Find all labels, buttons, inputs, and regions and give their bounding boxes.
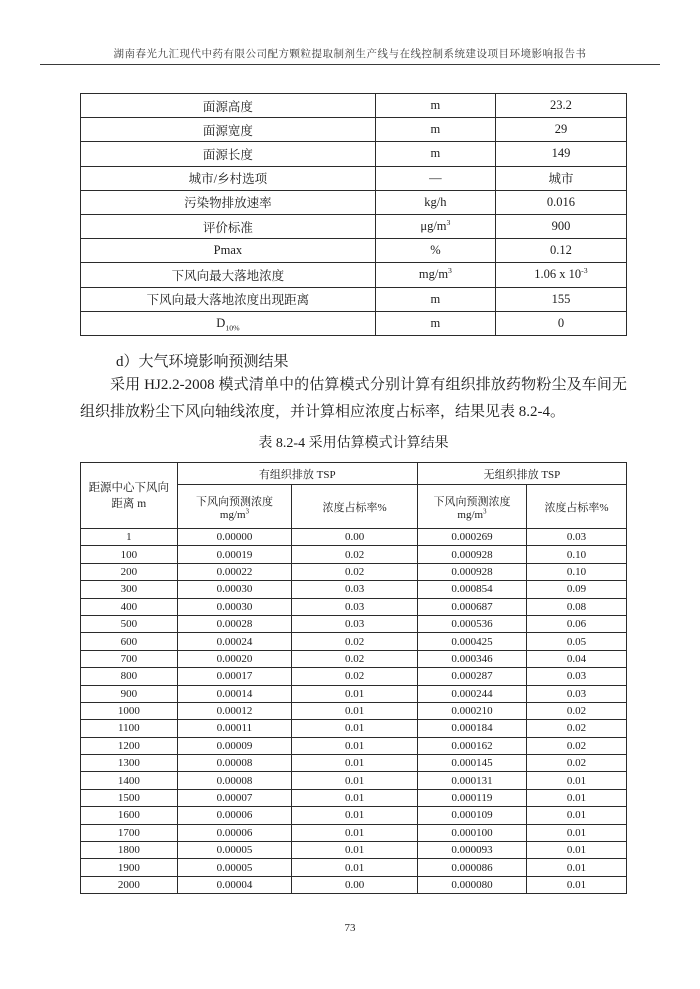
organized-concentration-cell: 0.00014: [177, 685, 292, 702]
conc-header-unit: $mg/m^3$: [219, 507, 249, 521]
result-table-head: [81, 463, 627, 529]
param-value-cell: 900: [495, 214, 626, 238]
organized-ratio-cell: 0.03: [292, 615, 418, 632]
distance-cell: 1400: [81, 772, 178, 789]
param-label-cell: 下风向最大落地浓度: [81, 263, 376, 287]
result-table-row: [81, 650, 627, 667]
result-table-row: [81, 702, 627, 719]
organized-ratio-cell: 0.00: [292, 876, 418, 893]
distance-cell: 1200: [81, 737, 178, 754]
unorganized-concentration-cell: 0.000131: [417, 772, 526, 789]
distance-cell: 1900: [81, 859, 178, 876]
area-source-parameter-table: [80, 93, 627, 336]
distance-cell: 1800: [81, 842, 178, 859]
unorganized-concentration-cell: 0.000093: [417, 842, 526, 859]
organized-concentration-cell: 0.00020: [177, 650, 292, 667]
result-table-row: [81, 563, 627, 580]
distance-cell: 800: [81, 668, 178, 685]
unorganized-ratio-cell: 0.03: [527, 529, 627, 546]
param-label-cell: 面源宽度: [81, 118, 376, 142]
result-table-body: [81, 529, 627, 894]
param-value-cell: 城市: [495, 166, 626, 190]
conc-header-text: 下风向预测浓度: [433, 495, 511, 508]
unorganized-ratio-cell: 0.09: [527, 581, 627, 598]
result-table-row: [81, 876, 627, 893]
organized-concentration-cell: 0.00006: [177, 824, 292, 841]
unorganized-ratio-cell: 0.02: [527, 755, 627, 772]
organized-ratio-cell: 0.02: [292, 563, 418, 580]
unorganized-concentration-cell: 0.000687: [417, 598, 526, 615]
organized-ratio-cell: 0.01: [292, 789, 418, 806]
unorganized-ratio-cell: 0.01: [527, 859, 627, 876]
organized-ratio-cell: 0.01: [292, 842, 418, 859]
distance-header-line2: 距离 m: [111, 497, 147, 510]
param-value-cell: 23.2: [495, 94, 626, 118]
organized-ratio-cell: 0.00: [292, 529, 418, 546]
result-table-row: [81, 685, 627, 702]
param-value-cell: 149: [495, 142, 626, 166]
unorganized-concentration-cell: 0.000287: [417, 668, 526, 685]
param-table-row: [81, 263, 627, 287]
param-table-row: [81, 239, 627, 263]
unorganized-ratio-cell: 0.01: [527, 824, 627, 841]
organized-concentration-cell: 0.00008: [177, 772, 292, 789]
conc-header-text: 下风向预测浓度: [195, 495, 273, 508]
organized-concentration-cell: 0.00005: [177, 842, 292, 859]
unorganized-concentration-cell: 0.000244: [417, 685, 526, 702]
unorganized-concentration-cell: 0.000184: [417, 720, 526, 737]
organized-ratio-cell: 0.01: [292, 737, 418, 754]
unorganized-ratio-cell: 0.04: [527, 650, 627, 667]
distance-cell: 600: [81, 633, 178, 650]
param-table-row: [81, 287, 627, 311]
organized-concentration-cell: 0.00006: [177, 807, 292, 824]
organized-ratio-cell: 0.01: [292, 755, 418, 772]
unorganized-ratio-cell: 0.10: [527, 546, 627, 563]
unorganized-concentration-cell: 0.000346: [417, 650, 526, 667]
unorganized-ratio-cell: 0.01: [527, 789, 627, 806]
distance-cell: 500: [81, 615, 178, 632]
organized-ratio-cell: 0.01: [292, 702, 418, 719]
param-value-cell: 1.06 x $10^{-3}$: [495, 263, 626, 287]
organized-ratio-cell: 0.01: [292, 824, 418, 841]
result-table-row: [81, 807, 627, 824]
unorganized-concentration-cell: 0.000086: [417, 859, 526, 876]
unorganized-concentration-cell: 0.000119: [417, 789, 526, 806]
result-table-row: [81, 842, 627, 859]
conc-header-unit: $mg/m^3$: [457, 507, 487, 521]
param-value-cell: 0.016: [495, 190, 626, 214]
unorganized-ratio-cell: 0.05: [527, 633, 627, 650]
organized-ratio-cell: 0.01: [292, 685, 418, 702]
organized-ratio-cell: 0.03: [292, 581, 418, 598]
unorganized-ratio-cell: 0.01: [527, 876, 627, 893]
unorganized-concentration-header: [417, 485, 526, 529]
organized-ratio-cell: 0.02: [292, 633, 418, 650]
param-label-cell: 评价标准: [81, 214, 376, 238]
organized-ratio-cell: 0.02: [292, 546, 418, 563]
result-table-row: [81, 789, 627, 806]
section-heading: d）大气环境影响预测结果: [116, 354, 289, 370]
distance-cell: 400: [81, 598, 178, 615]
param-unit-cell: $mg/m^3$: [375, 263, 495, 287]
organized-concentration-cell: 0.00024: [177, 633, 292, 650]
organized-ratio-cell: 0.03: [292, 598, 418, 615]
unorganized-concentration-cell: 0.000269: [417, 529, 526, 546]
result-table-row: [81, 859, 627, 876]
param-label-cell: 下风向最大落地浓度出现距离: [81, 287, 376, 311]
unorganized-concentration-cell: 0.000536: [417, 615, 526, 632]
organized-ratio-cell: 0.01: [292, 772, 418, 789]
param-table-row: [81, 118, 627, 142]
distance-cell: 1600: [81, 807, 178, 824]
organized-concentration-cell: 0.00008: [177, 755, 292, 772]
unorganized-concentration-cell: 0.000854: [417, 581, 526, 598]
body-paragraph: 采用 HJ2.2-2008 模式清单中的估算模式分别计算有组织排放药物粉尘及车间无组织排放粉尘下风向轴线浓度，并计算相应浓度占标率，结果见表 8.2-4。: [80, 377, 627, 420]
distance-cell: 300: [81, 581, 178, 598]
param-label-cell: 面源高度: [81, 94, 376, 118]
unorganized-concentration-cell: 0.000145: [417, 755, 526, 772]
distance-cell: 100: [81, 546, 178, 563]
header-rule: [40, 64, 660, 65]
result-table-row: [81, 633, 627, 650]
organized-concentration-cell: 0.00019: [177, 546, 292, 563]
unorganized-ratio-cell: 0.01: [527, 807, 627, 824]
document-header-title: 湖南春光九汇现代中药有限公司配方颗粒提取制剂生产线与在线控制系统建设项目环境影响报告书: [113, 49, 587, 60]
unorganized-concentration-cell: 0.000162: [417, 737, 526, 754]
result-table-row: [81, 755, 627, 772]
organized-concentration-cell: 0.00030: [177, 581, 292, 598]
param-unit-cell: —: [375, 166, 495, 190]
unorganized-emission-group-header: 无组织排放 TSP: [417, 463, 626, 485]
param-unit-cell: $\mu g/m^3$: [375, 214, 495, 238]
result-table-row: [81, 824, 627, 841]
organized-concentration-cell: 0.00005: [177, 859, 292, 876]
param-unit-cell: m: [375, 142, 495, 166]
distance-column-header: [81, 463, 178, 529]
param-unit-cell: m: [375, 287, 495, 311]
organized-concentration-cell: 0.00007: [177, 789, 292, 806]
distance-cell: 1700: [81, 824, 178, 841]
unorganized-concentration-cell: 0.000210: [417, 702, 526, 719]
result-table-row: [81, 546, 627, 563]
param-label-cell: 面源长度: [81, 142, 376, 166]
unorganized-concentration-cell: 0.000928: [417, 563, 526, 580]
distance-cell: 900: [81, 685, 178, 702]
organized-concentration-cell: 0.00004: [177, 876, 292, 893]
param-label-cell: 污染物排放速率: [81, 190, 376, 214]
param-value-cell: 0: [495, 311, 626, 335]
param-unit-cell: m: [375, 311, 495, 335]
param-unit-cell: m: [375, 118, 495, 142]
distance-cell: 1100: [81, 720, 178, 737]
distance-cell: 1000: [81, 702, 178, 719]
unorganized-concentration-cell: 0.000109: [417, 807, 526, 824]
unorganized-ratio-cell: 0.10: [527, 563, 627, 580]
result-table-row: [81, 615, 627, 632]
unorganized-ratio-cell: 0.02: [527, 702, 627, 719]
param-value-cell: 155: [495, 287, 626, 311]
result-table-row: [81, 598, 627, 615]
unorganized-ratio-cell: 0.02: [527, 720, 627, 737]
result-table-row: [81, 737, 627, 754]
distance-cell: 1: [81, 529, 178, 546]
result-table-row: [81, 529, 627, 546]
parameter-table-body: [81, 94, 627, 336]
organized-concentration-cell: 0.00000: [177, 529, 292, 546]
param-table-row: [81, 94, 627, 118]
unorganized-concentration-cell: 0.000928: [417, 546, 526, 563]
param-value-cell: 29: [495, 118, 626, 142]
distance-cell: 700: [81, 650, 178, 667]
unorganized-ratio-cell: 0.06: [527, 615, 627, 632]
organized-concentration-cell: 0.00011: [177, 720, 292, 737]
unorganized-ratio-cell: 0.03: [527, 685, 627, 702]
organized-ratio-cell: 0.01: [292, 720, 418, 737]
page-number: 73: [344, 922, 356, 934]
unorganized-concentration-cell: 0.000100: [417, 824, 526, 841]
organized-concentration-header: [177, 485, 292, 529]
result-table-row: [81, 720, 627, 737]
distance-cell: 1500: [81, 789, 178, 806]
organized-concentration-cell: 0.00009: [177, 737, 292, 754]
organized-concentration-cell: 0.00022: [177, 563, 292, 580]
organized-ratio-cell: 0.02: [292, 650, 418, 667]
param-label-cell: Pmax: [81, 239, 376, 263]
organized-concentration-cell: 0.00012: [177, 702, 292, 719]
organized-ratio-header: 浓度占标率%: [292, 485, 418, 529]
organized-emission-group-header: 有组织排放 TSP: [177, 463, 417, 485]
organized-concentration-cell: 0.00017: [177, 668, 292, 685]
organized-ratio-cell: 0.01: [292, 859, 418, 876]
param-table-row: [81, 311, 627, 335]
organized-ratio-cell: 0.01: [292, 807, 418, 824]
distance-cell: 2000: [81, 876, 178, 893]
table-caption: 表 8.2-4 采用估算模式计算结果: [258, 436, 449, 451]
unorganized-ratio-cell: 0.02: [527, 737, 627, 754]
param-label-cell: $D_{10\%}$: [81, 311, 376, 335]
organized-ratio-cell: 0.02: [292, 668, 418, 685]
distance-header-line1: 距源中心下风向: [88, 481, 170, 494]
unorganized-concentration-cell: 0.000080: [417, 876, 526, 893]
param-table-row: [81, 142, 627, 166]
distance-cell: 200: [81, 563, 178, 580]
unorganized-ratio-cell: 0.01: [527, 772, 627, 789]
unorganized-ratio-header: 浓度占标率%: [527, 485, 627, 529]
unorganized-ratio-cell: 0.03: [527, 668, 627, 685]
estimation-result-table: [80, 462, 627, 894]
distance-cell: 1300: [81, 755, 178, 772]
result-table-group-row: [81, 463, 627, 485]
result-table-row: [81, 581, 627, 598]
param-unit-cell: kg/h: [375, 190, 495, 214]
result-table-row: [81, 772, 627, 789]
param-value-cell: 0.12: [495, 239, 626, 263]
param-unit-cell: %: [375, 239, 495, 263]
unorganized-ratio-cell: 0.08: [527, 598, 627, 615]
organized-concentration-cell: 0.00028: [177, 615, 292, 632]
param-table-row: [81, 214, 627, 238]
param-label-cell: 城市/乡村选项: [81, 166, 376, 190]
result-table-row: [81, 668, 627, 685]
organized-concentration-cell: 0.00030: [177, 598, 292, 615]
unorganized-ratio-cell: 0.01: [527, 842, 627, 859]
param-unit-cell: m: [375, 94, 495, 118]
param-table-row: [81, 166, 627, 190]
unorganized-concentration-cell: 0.000425: [417, 633, 526, 650]
param-table-row: [81, 190, 627, 214]
